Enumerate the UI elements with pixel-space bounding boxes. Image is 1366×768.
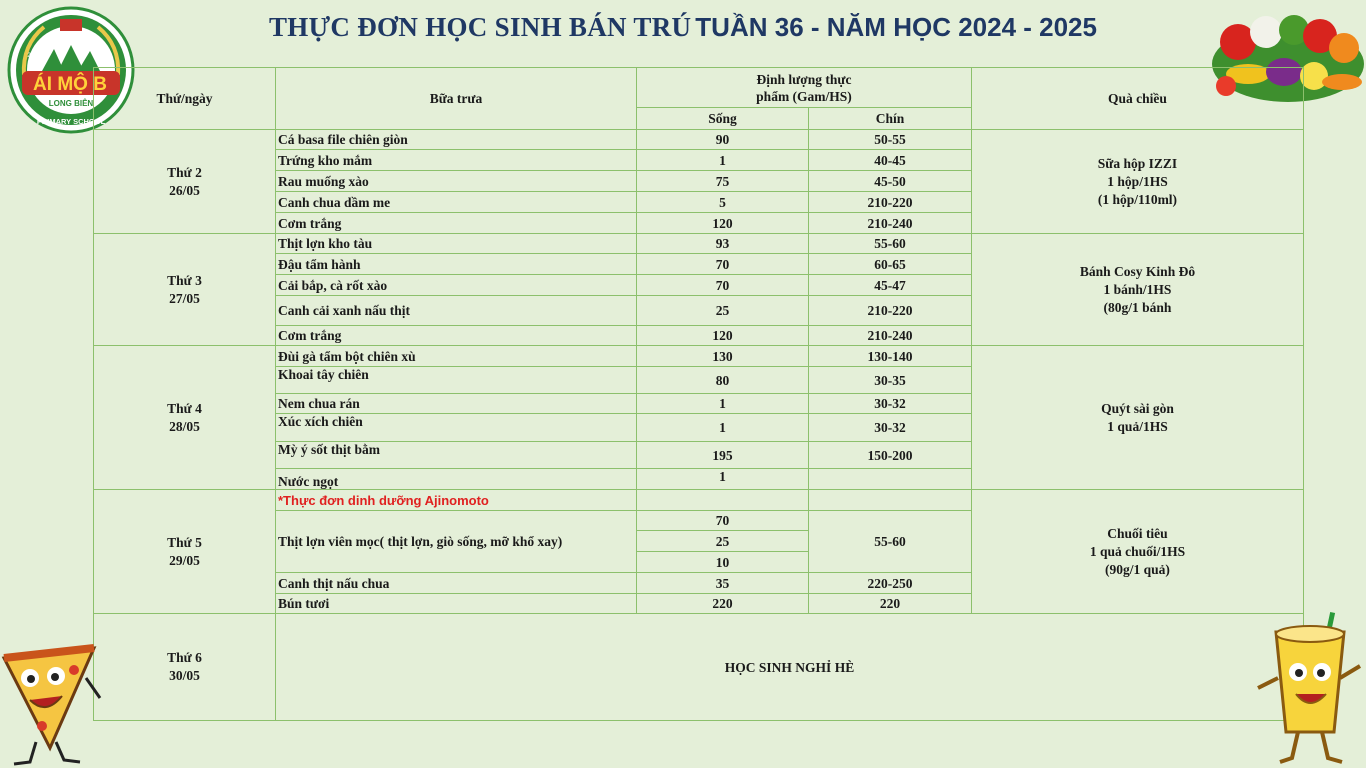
svg-text:ÁI MỘ B: ÁI MỘ B	[33, 74, 107, 95]
dish-cell: Cá basa file chiên giòn	[276, 130, 637, 150]
svg-text:2015: 2015	[27, 53, 41, 59]
cooked-cell: 210-220	[809, 296, 972, 326]
page-title	[0, 12, 1366, 43]
table-row	[94, 234, 1304, 254]
raw-cell: 120	[637, 326, 809, 346]
cooked-cell: 220-250	[809, 573, 972, 594]
dish-cell: Trứng kho mắm	[276, 150, 637, 171]
snack-cell: Bánh Cosy Kinh Đô 1 bánh/1HS (80g/1 bánh	[972, 234, 1304, 346]
raw-cell: 130	[637, 346, 809, 367]
cooked-cell: 220	[809, 594, 972, 614]
juice-cup-mascot-image	[1248, 608, 1366, 766]
header-quantity: Định lượng thực phẩm (Gam/HS)	[637, 68, 972, 108]
cooked-cell: 150-200	[809, 442, 972, 469]
cooked-cell	[809, 490, 972, 511]
title-part-2: TUẦN 36 - NĂM HỌC 2024 - 2025	[695, 12, 1097, 42]
raw-cell: 195	[637, 442, 809, 469]
raw-cell: 1	[637, 414, 809, 442]
raw-cell	[637, 490, 809, 511]
dish-cell: Nước ngọt	[276, 469, 637, 490]
header-cooked: Chín	[809, 108, 972, 130]
dish-cell: Nem chua rán	[276, 394, 637, 414]
snack-cell: Quýt sài gòn 1 quả/1HS	[972, 346, 1304, 490]
dish-cell: Canh chua dầm me	[276, 192, 637, 213]
header-lunch: Bữa trưa	[276, 68, 637, 130]
raw-cell: 25	[637, 296, 809, 326]
day-cell: Thứ 6 30/05	[94, 614, 276, 721]
cooked-cell: 55-60	[809, 234, 972, 254]
header-raw: Sống	[637, 108, 809, 130]
table-row	[94, 614, 1304, 721]
day-cell: Thứ 2 26/05	[94, 130, 276, 234]
day-cell: Thứ 5 29/05	[94, 490, 276, 614]
cooked-cell: 210-240	[809, 326, 972, 346]
cooked-cell: 30-35	[809, 367, 972, 394]
raw-cell: 120	[637, 213, 809, 234]
cooked-cell: 40-45	[809, 150, 972, 171]
raw-cell: 90	[637, 130, 809, 150]
cooked-cell: 50-55	[809, 130, 972, 150]
title-part-1: THỰC ĐƠN HỌC SINH BÁN TRÚ	[269, 12, 692, 42]
table-row	[94, 490, 1304, 511]
dish-cell: Đậu tẩm hành	[276, 254, 637, 275]
dish-cell: Canh cải xanh nấu thịt	[276, 296, 637, 326]
pizza-mascot-image	[0, 638, 106, 768]
day-cell: Thứ 4 28/05	[94, 346, 276, 490]
dish-cell: Cải bắp, cà rốt xào	[276, 275, 637, 296]
dish-cell: Khoai tây chiên	[276, 367, 637, 394]
cooked-cell: 55-60	[809, 511, 972, 573]
raw-cell: 1	[637, 150, 809, 171]
dish-cell: Bún tươi	[276, 594, 637, 614]
raw-cell: 35	[637, 573, 809, 594]
raw-cell: 5	[637, 192, 809, 213]
table-row	[94, 130, 1304, 150]
dish-cell: Rau muống xào	[276, 171, 637, 192]
dish-cell: Cơm trắng	[276, 326, 637, 346]
raw-cell: 80	[637, 367, 809, 394]
dish-cell: Thịt lợn kho tàu	[276, 234, 637, 254]
cooked-cell: 210-240	[809, 213, 972, 234]
cooked-cell: 60-65	[809, 254, 972, 275]
menu-table	[93, 67, 1304, 721]
snack-cell: Sữa hộp IZZI 1 hộp/1HS (1 hộp/110ml)	[972, 130, 1304, 234]
raw-cell: 70	[637, 254, 809, 275]
raw-cell: 1	[637, 394, 809, 414]
cooked-cell: 130-140	[809, 346, 972, 367]
day-cell: Thứ 3 27/05	[94, 234, 276, 346]
table-row	[94, 346, 1304, 367]
dish-cell: Cơm trắng	[276, 213, 637, 234]
svg-text:PRIMARY SCHOOL: PRIMARY SCHOOL	[36, 117, 106, 126]
raw-cell: 70	[637, 511, 809, 531]
raw-cell: 10	[637, 552, 809, 573]
dish-cell: Xúc xích chiên	[276, 414, 637, 442]
raw-cell: 70	[637, 275, 809, 296]
holiday-cell: HỌC SINH NGHỈ HÈ	[276, 614, 1304, 721]
dish-cell: Canh thịt nấu chua	[276, 573, 637, 594]
raw-cell: 75	[637, 171, 809, 192]
cooked-cell: 30-32	[809, 414, 972, 442]
header-afternoon: Quà chiều	[972, 68, 1304, 130]
cooked-cell: 45-50	[809, 171, 972, 192]
cooked-cell: 30-32	[809, 394, 972, 414]
raw-cell: 25	[637, 531, 809, 552]
dish-cell: Mỳ ý sốt thịt bằm	[276, 442, 637, 469]
raw-cell: 93	[637, 234, 809, 254]
raw-cell: 1	[637, 469, 809, 490]
raw-cell: 220	[637, 594, 809, 614]
header-day: Thứ/ngày	[94, 68, 276, 130]
dish-cell: Thịt lợn viên mọc( thịt lợn, giò sống, mỡ khổ xay)	[276, 511, 637, 573]
svg-text:LONG BIÊN: LONG BIÊN	[48, 99, 94, 108]
cooked-cell: 45-47	[809, 275, 972, 296]
cooked-cell	[809, 469, 972, 490]
dish-cell: Đùi gà tẩm bột chiên xù	[276, 346, 637, 367]
snack-cell: Chuối tiêu 1 quả chuối/1HS (90g/1 quả)	[972, 490, 1304, 614]
nutrition-note: *Thực đơn dinh dưỡng Ajinomoto	[276, 490, 637, 511]
cooked-cell: 210-220	[809, 192, 972, 213]
